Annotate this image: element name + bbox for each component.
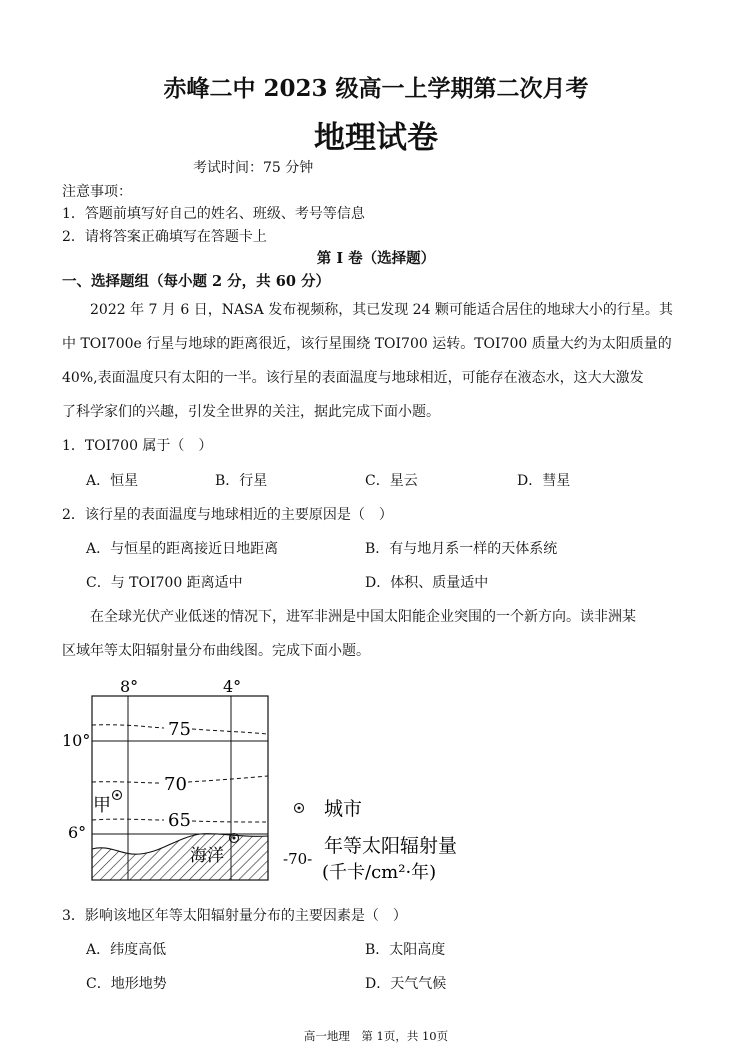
passage-line: 40%,表面温度只有太阳的一半。该行星的表面温度与地球相近，可能存在液态水，这大大激发 bbox=[62, 370, 644, 386]
option: A．恒星 bbox=[86, 473, 139, 489]
passage-line: 2022 年 7 月 6 日，NASA 发布视频称，其已发现 24 颗可能适合居住的地球大小的行星。其 bbox=[90, 302, 673, 318]
section-part: 一、选择题组（每小题 2 分，共 60 分） bbox=[62, 273, 330, 290]
option: D．体积、质量适中 bbox=[365, 575, 489, 591]
legend-city-label: 城市 bbox=[324, 798, 363, 820]
legend-isoline-title: 年等太阳辐射量 bbox=[324, 835, 458, 857]
isoline-label: 65 bbox=[168, 810, 191, 831]
option: D．天气气候 bbox=[365, 976, 447, 992]
longitude-label: 4° bbox=[223, 677, 242, 696]
page-footer: 高一地理 第 1页，共 10页 bbox=[303, 1029, 449, 1043]
exam-title: 赤峰二中 2023 级高一上学期第二次月考 bbox=[163, 75, 589, 102]
notes-heading: 注意事项： bbox=[62, 184, 132, 200]
question-stem: 2．该行星的表面温度与地球相近的主要原因是（ ） bbox=[62, 507, 393, 523]
isoline-75 bbox=[192, 729, 268, 734]
isoline-label: 70 bbox=[164, 774, 187, 795]
passage-line: 在全球光伏产业低迷的情况下，进军非洲是中国太阳能企业突围的一个新方向。读非洲某 bbox=[90, 609, 636, 625]
question-stem: 3．影响该地区年等太阳辐射量分布的主要因素是（ ） bbox=[62, 908, 407, 924]
option: B．有与地月系一样的天体系统 bbox=[365, 541, 558, 557]
isoline-70 bbox=[92, 782, 160, 783]
city-label: 甲 bbox=[93, 795, 111, 816]
legend-isoline-sample: -70- bbox=[283, 850, 313, 868]
option: C．星云 bbox=[365, 473, 418, 489]
city-legend-icon bbox=[295, 804, 304, 813]
ocean-area bbox=[92, 834, 268, 880]
isoline-70 bbox=[188, 776, 268, 782]
section-title: 第 I 卷（选择题） bbox=[316, 250, 436, 267]
passage-line: 中 TOI700e 行星与地球的距离很近，该行星围绕 TOI700 运转。TOI700 质量大约为太阳质量的 bbox=[62, 336, 672, 352]
option: B．太阳高度 bbox=[365, 942, 446, 958]
isoline-label: 75 bbox=[168, 719, 191, 740]
city-icon bbox=[113, 791, 122, 800]
latitude-label: 10° bbox=[62, 731, 91, 750]
ocean-label: 海洋 bbox=[190, 846, 224, 866]
passage-line: 了科学家们的兴趣，引发全世界的关注，据此完成下面小题。 bbox=[62, 404, 440, 420]
solar-radiation-map bbox=[60, 672, 480, 897]
passage-line: 区域年等太阳辐射量分布曲线图。完成下面小题。 bbox=[62, 643, 370, 659]
question-stem: 1．TOI700 属于（ ） bbox=[62, 438, 213, 454]
exam-subtitle: 地理试卷 bbox=[314, 120, 438, 156]
exam-time: 考试时间：75 分钟 bbox=[193, 160, 314, 176]
notes-item: 2．请将答案正确填写在答题卡上 bbox=[62, 229, 267, 245]
option: C．地形地势 bbox=[86, 976, 167, 992]
isoline-65 bbox=[192, 821, 268, 822]
option: A．与恒星的距离接近日地距离 bbox=[86, 541, 279, 557]
legend-isoline-unit: (千卡/cm²·年) bbox=[322, 862, 437, 883]
longitude-label: 8° bbox=[120, 677, 139, 696]
option: B．行星 bbox=[215, 473, 268, 489]
option: A．纬度高低 bbox=[86, 942, 167, 958]
notes-item: 1．答题前填写好自己的姓名、班级、考号等信息 bbox=[62, 206, 365, 222]
option: C．与 TOI700 距离适中 bbox=[86, 575, 243, 591]
latitude-label: 6° bbox=[68, 823, 87, 842]
option: D．彗星 bbox=[517, 473, 571, 489]
